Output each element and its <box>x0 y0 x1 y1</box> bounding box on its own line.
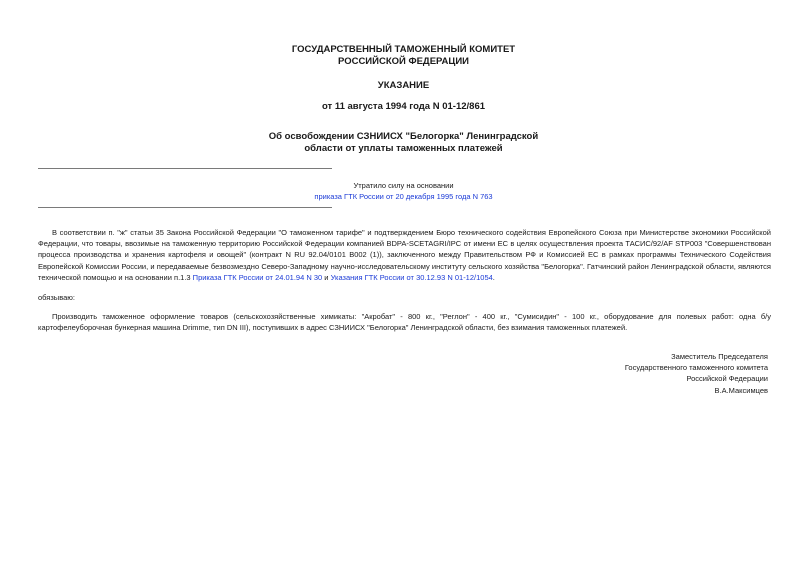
paragraph-3: Производить таможенное оформление товаров (сельскохозяйственные химикаты: "Акробат" - 800 кг., "Реглон" - 400 кг., "Сумисидин" - 100 кг., оборудование для полевых работ: одна б/у картофелеуборочная бункерная машина Drimme, тип DN III), поступивших в адрес СЗНИИСХ "Белогорка" Ленинградской области, без взимания таможенных платежей. <box>38 312 771 333</box>
signature-line-1: Заместитель Председателя <box>671 352 768 361</box>
signature-line-3: Российской Федерации <box>686 374 768 384</box>
order-30-link[interactable]: Приказа ГТК России от 24.01.94 N 30 <box>192 272 323 282</box>
paragraph-2: обязываю: <box>38 293 75 302</box>
signature-line-2: Государственного таможенного комитета <box>624 363 768 373</box>
signature-block <box>508 351 768 396</box>
title-line-1: Об освобождении СЗНИИСХ "Белогорка" Ленинградской <box>268 131 539 142</box>
document-date-number: от 11 августа 1994 года N 01-12/861 <box>321 101 486 112</box>
conjunction: и <box>324 272 329 282</box>
status-note-text: Утратило силу на основании <box>353 181 454 190</box>
issuer-line-2: РОССИЙСКОЙ ФЕДЕРАЦИИ <box>337 56 469 67</box>
signatory-name: В.А.Максимцев <box>714 385 768 395</box>
title-line-2: области от уплаты таможенных платежей <box>304 143 503 154</box>
paragraph-1-end: . <box>492 272 495 282</box>
divider-bottom <box>38 207 332 208</box>
status-note <box>0 191 807 202</box>
instruction-1054-link[interactable]: Указания ГТК России от 30.12.93 N 01-12/1054 <box>330 272 493 282</box>
issuer-heading <box>0 44 807 68</box>
document-title <box>0 131 807 155</box>
issuer-line-1: ГОСУДАРСТВЕННЫЙ ТАМОЖЕННЫЙ КОМИТЕТ <box>291 44 516 55</box>
paragraph-1 <box>38 227 771 283</box>
paragraph-1-text: В соответствии п. "ж" статьи 35 Закона Российской Федерации "О таможенном тарифе" и подтверждением Бюро технического содействия Европейского Союза при Министерстве экономики Российской Федерации, что товары, ввозимые на таможенную территорию Российской Федерации компанией BDPA-SCETAGRI/IPC от имени ЕС в целях осуществления проекта ТАСИС/92/AF STP003 "Совершенствован процесса производства и хранения картофеля и овощей" (контракт N RU 92.04/0101 B002 (1)), заключенного между Правительством РФ и Комиссией ЕС в рамках программы Технического Содействия Европейской Комиссии России, и передаваемые безвозмездно Северо-Западному научно-исследовательскому институту сельского хозяйства "Белогорка". Гатчинский район Ленинградской области, являются технической помощью и на основании п.1.3 <box>38 228 771 282</box>
divider-top <box>38 168 332 169</box>
document-type: УКАЗАНИЕ <box>377 80 430 91</box>
repeal-order-link[interactable]: приказа ГТК России от 20 декабря 1995 года N 763 <box>314 192 493 201</box>
